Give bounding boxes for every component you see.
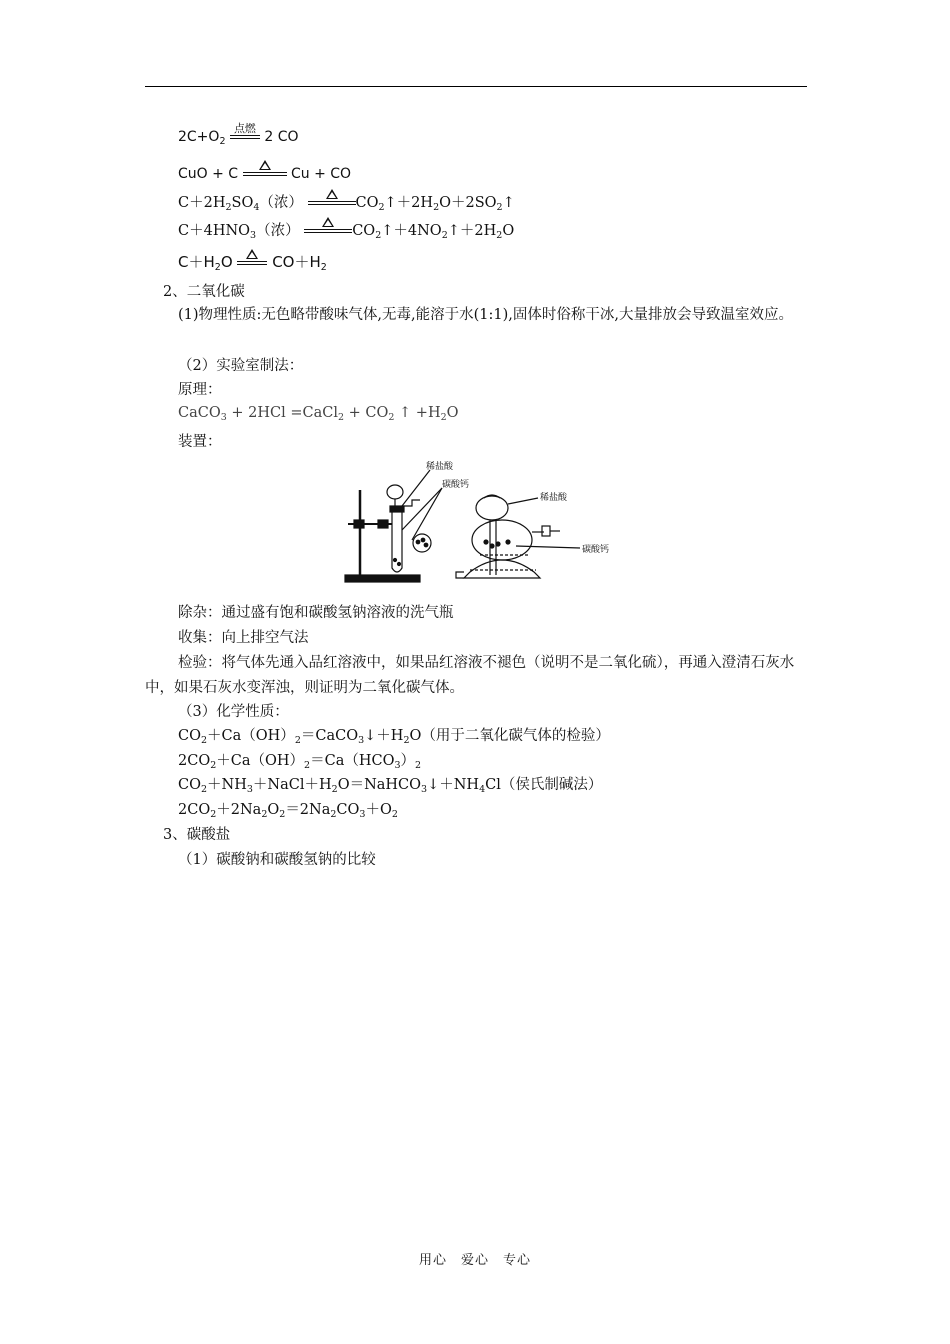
section-heading-carbonates: 3、碳酸盐 xyxy=(163,827,231,843)
reaction-arrow: 点燃 xyxy=(230,123,260,139)
collection: 收集：向上排空气法 xyxy=(178,630,309,646)
reaction-arrow xyxy=(237,249,267,265)
stand-base xyxy=(345,575,420,582)
heat-triangle-icon xyxy=(326,189,338,199)
heat-triangle-icon xyxy=(259,160,271,170)
reaction-3: $CO_2+NH_3+NaCl+H_2O=NaHCO_3↓+NH_4Cl$（侯氏制碱法） xyxy=(178,777,603,795)
label-calcium-carbonate-2: 碳酸钙 xyxy=(582,545,610,555)
header-rule xyxy=(145,86,807,87)
label-calcium-carbonate-1: 碳酸钙 xyxy=(442,480,470,490)
reaction-2: $2CO_2+Ca(OH)_2=Ca(HCO_3)_2$ xyxy=(178,753,422,771)
reaction-1: $CO_2+Ca(OH)_2=CaCO_3↓+H_2O$（用于二氧化碳气体的检验） xyxy=(178,728,610,746)
test-method: 检验：将气体先通入品红溶液中，如果品红溶液不褪色（说明不是二氧化硫），再通入澄清石灰水中，如果石灰水变浑浊，则证明为二氧化碳气体。 xyxy=(145,655,795,696)
principle-equation: CaCO$_3$ + 2HCl =CaCl$_2$ + $CO_2$ ↑ $+H_2O$ xyxy=(178,405,459,423)
equation-carbon-oxygen: $2C+O_2$ 点燃 2 CO xyxy=(178,122,299,147)
equation-water-gas: $C+H_2O$ $CO+H_2$ xyxy=(178,252,327,272)
apparatus-diagram xyxy=(330,460,630,590)
purification: 除杂：通过盛有饱和碳酸氢钠溶液的洗气瓶 xyxy=(178,605,454,621)
label-dilute-hcl-2: 稀盐酸 xyxy=(540,493,568,503)
equation-sulfuric-acid: $C+2H_2SO_4$（浓） $CO_2↑+2H_2O+2SO_2↑$ xyxy=(178,193,515,213)
reaction-arrow xyxy=(304,217,352,233)
equation-copper-oxide: CuO + C Cu + CO xyxy=(178,164,351,184)
physical-properties: (1)物理性质:无色略带酸味气体,无毒,能溶于水(1:1),固体时俗称干冰,大量排放会导致温室效应。 xyxy=(178,307,794,323)
kipp-top-bulb xyxy=(476,496,508,520)
reaction-arrow xyxy=(243,160,287,176)
heat-triangle-icon xyxy=(322,217,334,227)
label-dilute-hcl-1: 稀盐酸 xyxy=(426,462,454,472)
comparison-heading: （1）碳酸钠和碳酸氢钠的比较 xyxy=(178,852,376,868)
chemical-properties-heading: （3）化学性质： xyxy=(178,704,289,720)
kipp-bottom-bulb xyxy=(464,560,540,578)
kipp-middle-bulb xyxy=(472,520,532,560)
section-heading-co2: 2、二氧化碳 xyxy=(163,284,245,300)
principle-label: 原理： xyxy=(178,382,222,398)
heat-triangle-icon xyxy=(246,249,258,259)
lab-method-heading: （2）实验室制法： xyxy=(178,358,304,374)
equation-nitric-acid: $C+4HNO_3$（浓） $CO_2↑+4NO_2↑+2H_2O$ xyxy=(178,221,514,241)
reaction-arrow xyxy=(308,189,356,205)
page-footer: 用心 爱心 专心 xyxy=(418,1253,531,1268)
reaction-4: $2CO_2+2Na_2O_2=2Na_2CO_3+O_2$ xyxy=(178,802,398,820)
apparatus-label: 装置： xyxy=(178,434,222,450)
